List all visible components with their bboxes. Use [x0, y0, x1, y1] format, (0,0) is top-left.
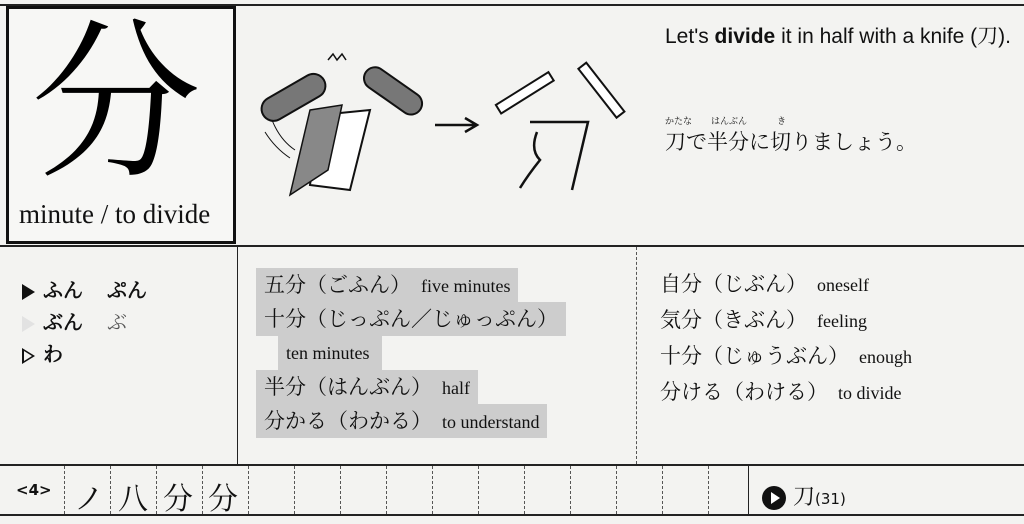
arrow-icon: [435, 118, 477, 132]
onyomi-marker-icon: [22, 284, 35, 300]
vocab-english: enough: [859, 347, 912, 367]
explanation-text: [665, 22, 1015, 52]
stroke-step: 分: [208, 482, 238, 517]
vocab-row: [660, 338, 912, 374]
vocab-row: [660, 266, 869, 302]
vocab-english: to understand: [442, 412, 540, 432]
section-divider: [0, 245, 1024, 247]
vocab-japanese: 半分（はんぶん）: [264, 375, 432, 399]
vocab-row: [256, 404, 547, 438]
vocab-japanese: 分ける（わける）: [660, 380, 828, 404]
stroke-step: ノ: [74, 482, 104, 517]
reading: わ: [43, 342, 63, 366]
reading: ぶん: [43, 310, 83, 334]
stroke-count: <4>: [16, 481, 52, 499]
vocab-english: to divide: [838, 383, 902, 403]
kanji-box: [6, 6, 236, 244]
explanation-prefix: Let's: [665, 25, 715, 48]
vocab-japanese: 分かる（わかる）: [264, 409, 432, 433]
kunyomi-marker-icon: [22, 348, 35, 364]
furigana-katana: かたな: [665, 117, 693, 127]
reading-row-kunyomi: [22, 338, 63, 367]
stroke-step: 八: [118, 482, 148, 517]
divide-illustration: [250, 40, 640, 210]
kanji-meaning: minute / to divide: [19, 199, 211, 229]
divided-kanji-top-right: [578, 63, 624, 118]
divided-kanji-bottom: [520, 122, 588, 190]
reading-row-kun: [22, 274, 147, 303]
explanation-bold: divide: [714, 25, 776, 48]
divided-kanji-top-left: [496, 72, 554, 113]
explanation-suffix: it in half with a knife (刀).: [775, 25, 1011, 48]
stroke-bar-top: [0, 464, 1024, 466]
related-kanji: 刀: [793, 485, 816, 510]
motion-lines: [265, 120, 295, 158]
faint-marker-icon: [22, 316, 35, 332]
column-divider-2: [636, 247, 637, 464]
vocab-row: [256, 268, 518, 302]
related-kanji-number: (31): [815, 490, 846, 508]
vocab-row-continuation: [278, 336, 382, 370]
crack-marks: [328, 54, 346, 60]
vocab-japanese: 五分（ごふん）: [264, 273, 411, 297]
vocab-row: [256, 370, 478, 404]
column-divider-1: [237, 247, 238, 464]
vocab-english: oneself: [817, 275, 869, 295]
vocab-english: half: [442, 378, 470, 398]
vocab-row: [256, 302, 566, 336]
vocab-japanese: 自分（じぶん）: [660, 272, 807, 296]
reading: ぷん: [107, 278, 147, 302]
vocab-japanese: 十分（じゅうぶん）: [660, 344, 849, 368]
vocab-english: five minutes: [421, 276, 511, 296]
furigana-hanbun: はんぶん: [711, 117, 748, 127]
vocab-row: [660, 302, 867, 338]
related-kanji-link[interactable]: [762, 480, 846, 511]
vocab-english: ten minutes: [286, 343, 370, 363]
stroke-step: 分: [163, 482, 193, 517]
furigana-ki: き: [777, 117, 787, 127]
japanese-sentence-text: 刀で半分に切りましょう。: [665, 130, 917, 154]
vocab-japanese: 十分（じっぷん／じゅっぷん）: [264, 307, 558, 331]
vocab-japanese: 気分（きぶん）: [660, 308, 807, 332]
play-icon: [762, 486, 786, 510]
bottom-border: [0, 514, 1024, 516]
reading: ふん: [43, 278, 83, 302]
kanji-character: 分: [31, 5, 202, 203]
vocab-english: feeling: [817, 311, 867, 331]
reading-row-on-alt: [22, 306, 127, 335]
vocab-row: [660, 374, 902, 410]
reading: ぶ: [107, 310, 127, 334]
